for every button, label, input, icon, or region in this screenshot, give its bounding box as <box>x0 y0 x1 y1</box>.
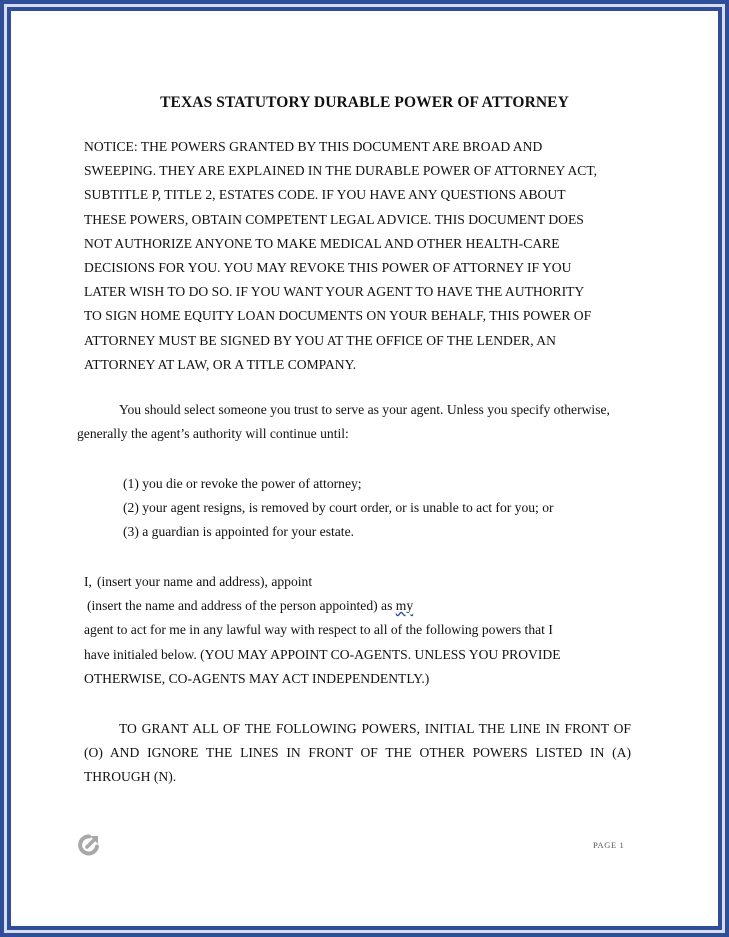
appoint-line-1 <box>84 570 561 594</box>
notice-line: THESE POWERS, OBTAIN COMPETENT LEGAL ADVICE. THIS DOCUMENT DOES <box>84 211 584 227</box>
grant-line: TO GRANT ALL OF THE FOLLOWING POWERS, INITIAL THE LINE IN FRONT OF <box>119 721 631 736</box>
appoint-line: agent to act for me in any lawful way with respect to all of the following powers that I <box>84 622 553 638</box>
notice-line: TO SIGN HOME EQUITY LOAN DOCUMENTS ON YOUR BEHALF, THIS POWER OF <box>84 308 592 324</box>
appoint-line: OTHERWISE, CO-AGENTS MAY ACT INDEPENDENTLY.) <box>84 670 430 686</box>
intro-line: generally the agent’s authority will continue until: <box>77 426 349 442</box>
my-word: my <box>395 598 414 614</box>
notice-line: LATER WISH TO DO SO. IF YOU WANT YOUR AGENT TO HAVE THE AUTHORITY <box>84 284 585 300</box>
notice-line: SUBTITLE P, TITLE 2, ESTATES CODE. IF YOU HAVE ANY QUESTIONS ABOUT <box>84 187 566 203</box>
list-item: (3) a guardian is appointed for your estate. <box>123 524 355 540</box>
notice-line: NOT AUTHORIZE ANYONE TO MAKE MEDICAL AND OTHER HEALTH-CARE <box>84 235 560 251</box>
notice-line: ATTORNEY MUST BE SIGNED BY YOU AT THE OFFICE OF THE LENDER, AN <box>84 332 556 348</box>
grant-line: (O) AND IGNORE THE LINES IN FRONT OF THE OTHER POWERS LISTED IN (A) <box>84 745 631 761</box>
notice-line: NOTICE: THE POWERS GRANTED BY THIS DOCUMENT ARE BROAD AND <box>84 139 543 154</box>
notice-line: SWEEPING. THEY ARE EXPLAINED IN THE DURABLE POWER OF ATTORNEY ACT, <box>84 163 598 179</box>
list-item: (2) your agent resigns, is removed by court order, or is unable to act for you; or <box>123 500 554 516</box>
notice-line: ATTORNEY AT LAW, OR A TITLE COMPANY. <box>84 356 357 372</box>
document-title: TEXAS STATUTORY DURABLE POWER OF ATTORNEY <box>160 94 569 111</box>
grant-line: THROUGH (N). <box>84 769 177 785</box>
page-number: PAGE 1 <box>593 840 625 850</box>
notice-line: DECISIONS FOR YOU. YOU MAY REVOKE THIS POWER OF ATTORNEY IF YOU <box>84 260 572 276</box>
appoint-line: have initialed below. (YOU MAY APPOINT CO-AGENTS. UNLESS YOU PROVIDE <box>84 646 561 662</box>
list-item: (1) you die or revoke the power of attorney; <box>123 476 362 491</box>
appoint-line-2 <box>84 594 561 618</box>
share-arrow-icon <box>76 832 102 858</box>
conditions-list <box>123 472 554 545</box>
appoint-line-2-text: (insert the name and address of the person appointed) as <box>87 598 393 614</box>
notice-paragraph <box>84 135 597 377</box>
appoint-line-1-text: (insert your name and address), appoint <box>96 574 313 589</box>
intro-line: You should select someone you trust to serve as your agent. Unless you specify otherwise, <box>119 402 610 417</box>
appointment-paragraph <box>84 570 561 691</box>
grant-paragraph <box>84 717 631 790</box>
appoint-prefix: I, <box>84 574 92 589</box>
intro-paragraph <box>77 398 610 446</box>
